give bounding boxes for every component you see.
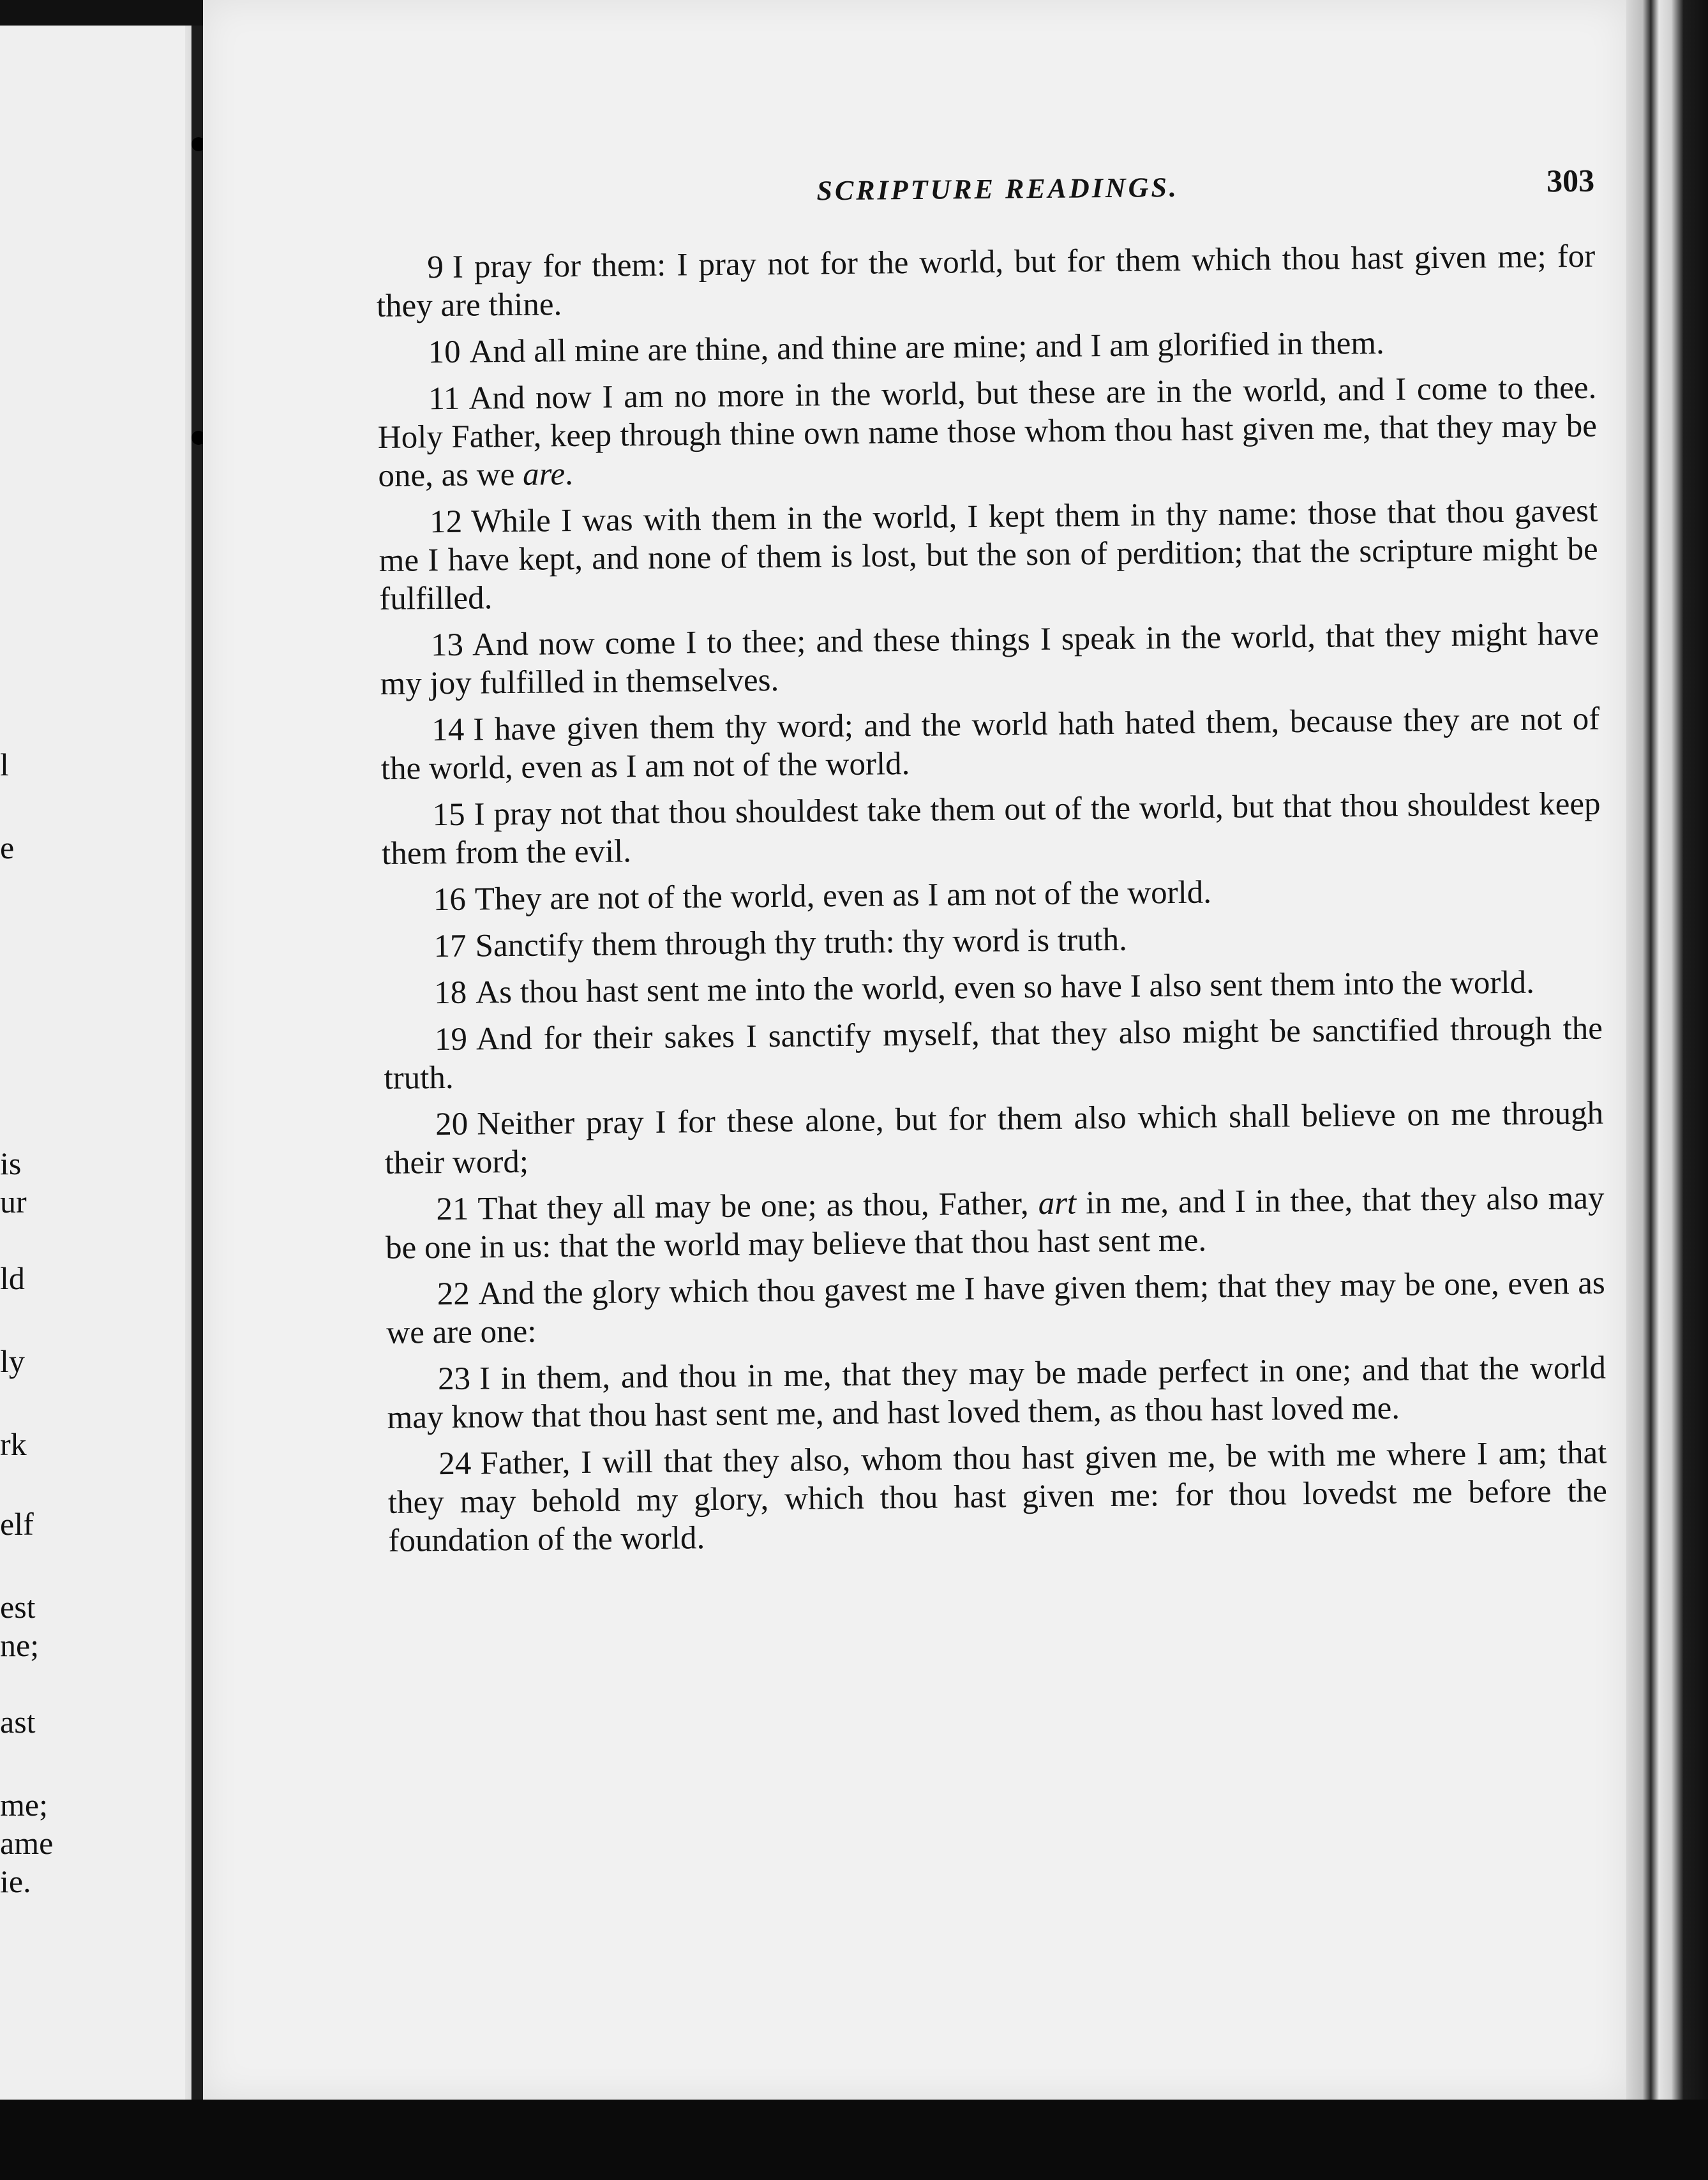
verse-text: And all mine are thine, and thine are mine; and I am glorified in them.: [469, 325, 1385, 370]
verse-text: I pray for them: I pray not for the world, but for them which thou hast given me; for they are thine.: [376, 238, 1596, 324]
verse-text: That they all may be one; as thou, Father,: [477, 1186, 1029, 1227]
verse-text: And for their sakes I sanctify myself, that they also might be sanctified through the truth.: [384, 1010, 1603, 1096]
verse-text: They are not of the world, even as I am not of the world.: [474, 874, 1212, 918]
verse: [384, 1094, 1604, 1183]
verse: [382, 916, 1601, 966]
left-page-fragment: ld: [0, 1260, 25, 1296]
verse-text: Neither pray I for these alone, but for them also which shall believe on me through their word;: [384, 1095, 1604, 1181]
verse-text: Sanctify them through thy truth: thy word is truth.: [475, 922, 1128, 964]
verse: [376, 237, 1596, 325]
verse: [387, 1349, 1607, 1437]
left-page-fragment: ly: [0, 1343, 25, 1379]
left-page-fragment: is: [0, 1146, 22, 1181]
verse-number: 24: [438, 1445, 472, 1482]
verse: [385, 1179, 1605, 1267]
left-page-fragment: elf: [0, 1506, 34, 1542]
left-page-fragment: ie.: [0, 1863, 31, 1899]
verse-number: 18: [433, 974, 467, 1012]
page-number: 303: [1546, 162, 1595, 199]
verse: [380, 700, 1600, 788]
left-page-fragment: l: [0, 747, 9, 782]
left-page-fragment: ast: [0, 1704, 36, 1740]
verse-punctuation: .: [564, 456, 574, 493]
verse-text: I pray not that thou shouldest take them out of the world, but that thou shouldest keep them from the evil.: [381, 786, 1601, 872]
verse: [382, 870, 1601, 920]
verse-text: And the glory which thou gavest me I have given them; that they may be one, even as we are one:: [386, 1265, 1605, 1351]
left-page-fragment: est: [0, 1589, 36, 1625]
verse: [387, 1434, 1608, 1560]
verse-text: And now I am no more in the world, but these are in the world, and I come to thee. Holy Father, keep through thine own name those whom thou hast given me, that they may be one, as we: [377, 370, 1598, 494]
left-page-fragment: e: [0, 830, 15, 865]
left-page-fragment: ame: [0, 1825, 54, 1861]
verse-text: And now come I to thee; and these things I speak in the world, that they might have my joy fulfilled in themselves.: [380, 616, 1599, 702]
verse: [380, 615, 1599, 703]
verse-number: 23: [437, 1361, 471, 1398]
verse-number: 11: [428, 380, 460, 417]
verse-number: 20: [435, 1106, 468, 1143]
verse: [381, 785, 1601, 873]
verse: [377, 369, 1598, 495]
right-page-edges: [1626, 0, 1708, 2180]
left-page-fragment: me;: [0, 1787, 48, 1823]
verse-number: 13: [430, 627, 464, 664]
verse-number: 10: [428, 334, 461, 371]
left-page-fragment: ur: [0, 1184, 27, 1220]
bottom-scan-edge: [0, 2100, 1708, 2180]
verse-number: 17: [433, 928, 467, 965]
verse-number: 16: [433, 881, 467, 918]
verse: [377, 322, 1596, 372]
verse: [378, 492, 1599, 618]
left-page-fragment: rk: [0, 1426, 27, 1462]
verse-number: 21: [436, 1191, 469, 1228]
verse-text: I in them, and thou in me, that they may be made perfect in one; and that the world may know that thou hast sent me, and hast loved them, as thou hast loved me.: [387, 1350, 1607, 1436]
verse-text: While I was with them in the world, I kept them in thy name: those that thou gavest me I have kept, and none of them is lost, but the son of perdition; that the scripture might be fulfilled.: [378, 493, 1598, 617]
verse-italic-word: art: [1038, 1185, 1077, 1222]
verse: [383, 963, 1602, 1013]
verse-text: As thou hast sent me into the world, even so have I also sent them into the world.: [475, 964, 1535, 1011]
verse-number: 14: [431, 712, 465, 749]
running-head: SCRIPTURE READINGS.: [816, 171, 1180, 207]
verse-number: 19: [434, 1021, 468, 1058]
verse-text: in me, and I in thee, that they also may be one in us: that the world may believe that thou hast sent me.: [385, 1180, 1605, 1266]
verse-number: 9: [427, 249, 444, 286]
verse: [384, 1010, 1603, 1098]
page-content: [375, 162, 1608, 1569]
verse: [386, 1264, 1606, 1352]
verse-number: 15: [432, 796, 465, 833]
left-page-fragment: ne;: [0, 1627, 40, 1663]
verse-text: Father, I will that they also, whom thou hast given me, be with me where I am; that they may behold my glory, which thou hast given me: for thou lovedst me before the foundation of the world.: [387, 1435, 1608, 1559]
page-header: [375, 162, 1595, 223]
verse-number: 22: [437, 1276, 470, 1313]
verse-number: 12: [429, 504, 463, 541]
verse-italic-word: are: [522, 456, 566, 493]
book-page: [203, 0, 1626, 2100]
verse-text: I have given them thy word; and the world hath hated them, because they are not of the world, even as I am not of the world.: [380, 701, 1600, 787]
